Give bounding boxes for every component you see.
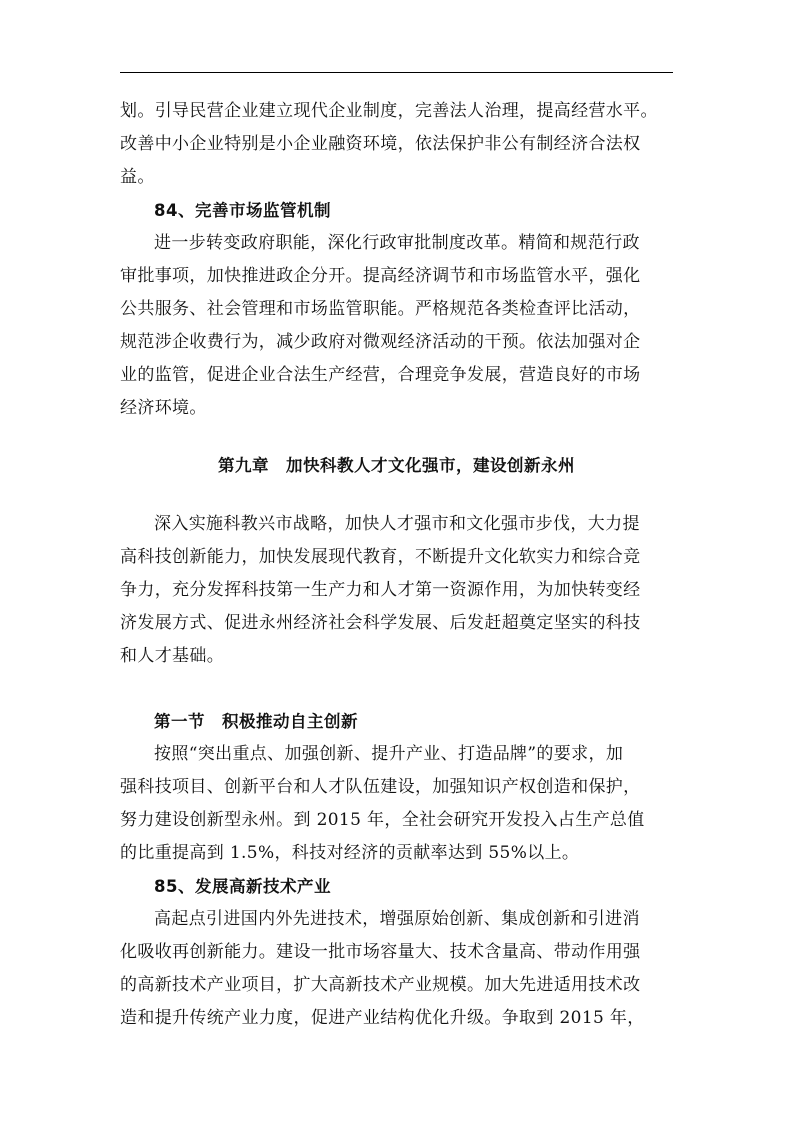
- text-line: 经济环境。: [120, 398, 207, 418]
- text-line: 改善中小企业特别是小企业融资环境，依法保护非公有制经济合法权: [120, 134, 641, 154]
- text-line: 济发展方式、促进永州经济社会科学发展、后发赶超奠定坚实的科技: [120, 613, 641, 633]
- section-title: 第一节 积极推动自主创新: [154, 712, 358, 731]
- text-line: 规范涉企收费行为，减少政府对微观经济活动的干预。依法加强对企: [120, 332, 641, 352]
- text-line: 公共服务、社会管理和市场监管职能。严格规范各类检查评比活动，: [120, 299, 641, 319]
- text-line: 划。引导民营企业建立现代企业制度，完善法人治理，提高经营水平。: [120, 101, 658, 121]
- document-body: [120, 95, 673, 1035]
- text-line: 强科技项目、创新平台和人才队伍建设，加强知识产权创造和保护，: [120, 777, 641, 797]
- text-line: 高科技创新能力，加快发展现代教育，不断提升文化软实力和综合竞: [120, 547, 641, 567]
- text-line: 业的监管，促进企业合法生产经营，合理竞争发展，营造良好的市场: [120, 365, 641, 385]
- chapter-title: 第九章 加快科教人才文化强市，建设创新永州: [218, 456, 575, 475]
- paragraph-innovation: [120, 738, 673, 870]
- text-line: 的高新技术产业项目，扩大高新技术产业规模。加大先进适用技术改: [120, 975, 641, 995]
- text-line: 高起点引进国内外先进技术，增强原始创新、集成创新和引进消: [154, 909, 640, 929]
- paragraph-chapter-intro: [120, 508, 673, 673]
- text-line: 造和提升传统产业力度，促进产业结构优化升级。争取到 2015 年，: [120, 1008, 645, 1028]
- text-line: 益。: [120, 167, 155, 187]
- text-line: 和人才基础。: [120, 646, 225, 666]
- paragraph-market-supervision: [120, 227, 673, 425]
- paragraph-continuation: [120, 95, 673, 194]
- header-rule: [120, 72, 673, 73]
- text-line: 努力建设创新型永州。到 2015 年，全社会研究开发投入占生产总值: [120, 810, 645, 830]
- text-line: 化吸收再创新能力。建设一批市场容量大、技术含量高、带动作用强: [120, 942, 641, 962]
- text-line: 按照“突出重点、加强创新、提升产业、打造品牌”的要求，加: [154, 744, 624, 764]
- text-line: 的比重提高到 1.5%，科技对经济的贡献率达到 55%以上。: [120, 843, 580, 863]
- text-line: 争力，充分发挥科技第一生产力和人才第一资源作用，为加快转变经: [120, 580, 641, 600]
- text-line: 深入实施科教兴市战略，加快人才强市和文化强市步伐，大力提: [154, 514, 640, 534]
- text-line: 审批事项，加快推进政企分开。提高经济调节和市场监管水平，强化: [120, 266, 641, 286]
- subheading-85: 85、发展高新技术产业: [154, 877, 331, 896]
- paragraph-high-tech: [120, 903, 673, 1035]
- text-line: 进一步转变政府职能，深化行政审批制度改革。精简和规范行政: [154, 233, 640, 253]
- subheading-84: 84、完善市场监管机制: [154, 201, 331, 220]
